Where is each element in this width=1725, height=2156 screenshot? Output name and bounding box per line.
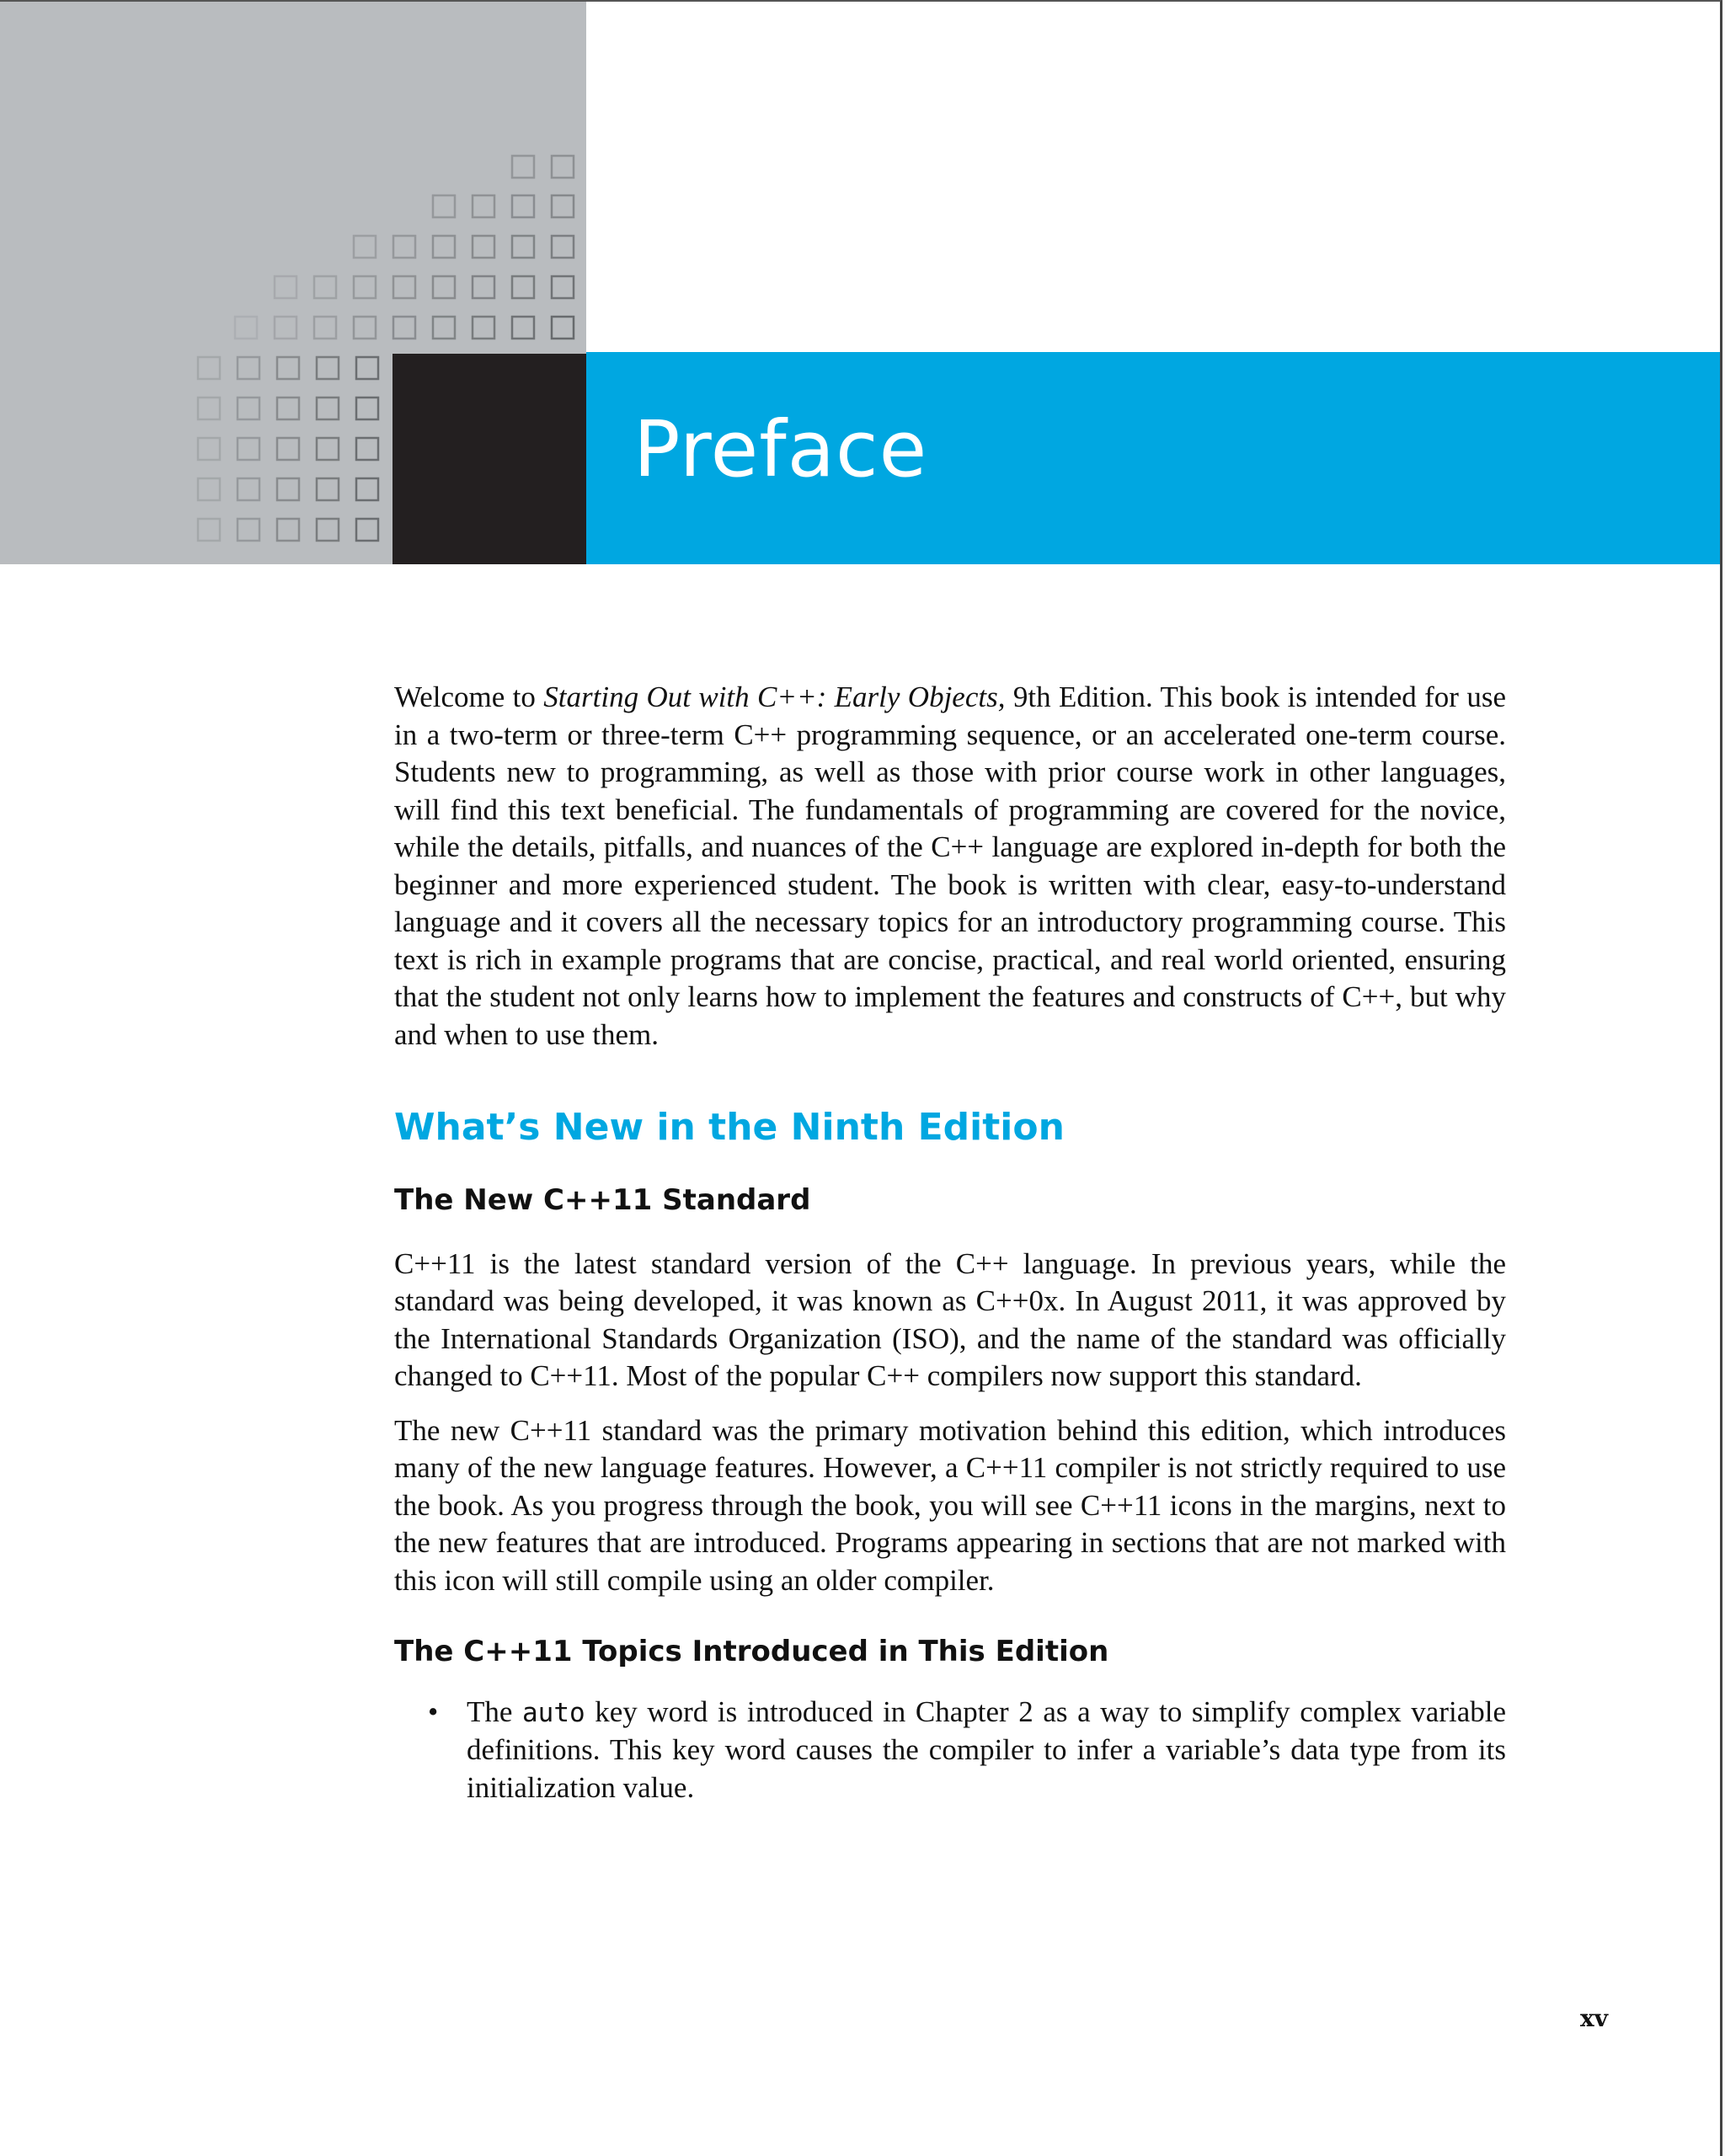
- grid-square: [317, 519, 339, 541]
- grid-square: [512, 236, 534, 258]
- grid-square: [277, 438, 299, 460]
- grid-square: [356, 438, 378, 460]
- grid-square: [275, 317, 296, 339]
- grid-square: [356, 357, 378, 379]
- grid-square: [275, 276, 296, 298]
- grid-square: [277, 398, 299, 419]
- section-heading-whats-new: What’s New in the Ninth Edition: [394, 1106, 1065, 1149]
- grid-square: [393, 276, 415, 298]
- grid-square: [277, 519, 299, 541]
- grid-square: [356, 398, 378, 419]
- intro-text-rest: 9th Edition. This book is intended for use in a two-term or three-term C++ programming sequence, or an accelerated one-term course. Students new to programming, as well as those with prior course work in other languages, will find this text beneficial. The fundamentals of programming are covered for the novice, while the details, pitfalls, and nuances of the C++ language are explored in-depth for both the beginner and more experienced student. The book is written with clear, easy-to-understand language and it covers all the necessary topics for an introductory programming course. This text is rich in example programs that are concise, practical, and real world oriented, ensuring that the student not only learns how to implement the features and constructs of C++, but why and when to use them.: [394, 680, 1506, 1051]
- bullet-icon: •: [428, 1694, 439, 1728]
- grid-square: [552, 236, 574, 258]
- page-content: [394, 679, 1506, 1806]
- grid-square: [473, 276, 494, 298]
- grid-square: [238, 519, 259, 541]
- grid-square: [317, 478, 339, 500]
- grid-square: [235, 317, 257, 339]
- grid-square: [277, 478, 299, 500]
- grid-square: [512, 195, 534, 217]
- grid-square: [198, 478, 220, 500]
- grid-square: [277, 357, 299, 379]
- grid-square: [198, 398, 220, 419]
- grid-square: [512, 317, 534, 339]
- grid-square: [356, 478, 378, 500]
- intro-text-start: Welcome to: [394, 680, 544, 713]
- grid-square: [198, 438, 220, 460]
- list-item: [394, 1694, 1506, 1807]
- grid-square: [552, 317, 574, 339]
- grid-square: [354, 317, 376, 339]
- grid-square: [198, 519, 220, 541]
- grid-square: [356, 519, 378, 541]
- grid-square: [317, 398, 339, 419]
- cpp11-paragraph-1: C++11 is the latest standard version of the C++ language. In previous years, while the standard was being developed, it was known as C++0x. In August 2011, it was approved by the International Standards Organization (ISO), and the name of the standard was officially changed to C++11. Most of the popular C++ compilers now support this standard.: [394, 1246, 1506, 1393]
- grid-square: [238, 478, 259, 500]
- grid-square: [433, 276, 455, 298]
- grid-square: [198, 357, 220, 379]
- header-black-block: [393, 354, 586, 564]
- grid-square: [473, 195, 494, 217]
- grid-square: [512, 156, 534, 178]
- book-title: Starting Out with C++: Early Objects,: [543, 680, 1006, 713]
- cpp11-paragraph-2: The new C++11 standard was the primary motivation behind this edition, which introduces many of the new language features. However, a C++11 compiler is not strictly required to use the book. As you progress through the book, you will see C++11 icons in the margins, next to the new features that are introduced. Programs appearing in sections that are not marked with this icon will still compile using an older compiler.: [394, 1413, 1506, 1597]
- subsection-heading-cpp11-standard: The New C++11 Standard: [394, 1183, 811, 1218]
- grid-square: [354, 236, 376, 258]
- grid-square: [238, 398, 259, 419]
- grid-square: [512, 276, 534, 298]
- grid-square: [238, 357, 259, 379]
- grid-square: [473, 317, 494, 339]
- page-number: xv: [1580, 2004, 1608, 2032]
- intro-paragraph: [394, 679, 1506, 1054]
- subsection-heading-cpp11-topics: The C++11 Topics Introduced in This Edition: [394, 1635, 1109, 1669]
- grid-square: [314, 276, 336, 298]
- list-item-text-start: The: [467, 1694, 523, 1728]
- grid-square: [317, 357, 339, 379]
- grid-square: [552, 156, 574, 178]
- list-item-text-rest: key word is introduced in Chapter 2 as a way to simplify complex variable definitions. This key word causes the compiler to infer a variable’s data type from its initialization value.: [467, 1694, 1507, 1804]
- grid-square: [552, 195, 574, 217]
- grid-square: [393, 236, 415, 258]
- grid-square: [433, 195, 455, 217]
- grid-square: [314, 317, 336, 339]
- chapter-title: Preface: [633, 404, 928, 494]
- grid-square: [473, 236, 494, 258]
- grid-square: [393, 317, 415, 339]
- grid-square: [317, 438, 339, 460]
- grid-square: [433, 236, 455, 258]
- grid-square: [552, 276, 574, 298]
- grid-square: [354, 276, 376, 298]
- grid-square: [433, 317, 455, 339]
- grid-square: [238, 438, 259, 460]
- code-keyword: auto: [522, 1697, 585, 1728]
- topics-list: [394, 1694, 1506, 1807]
